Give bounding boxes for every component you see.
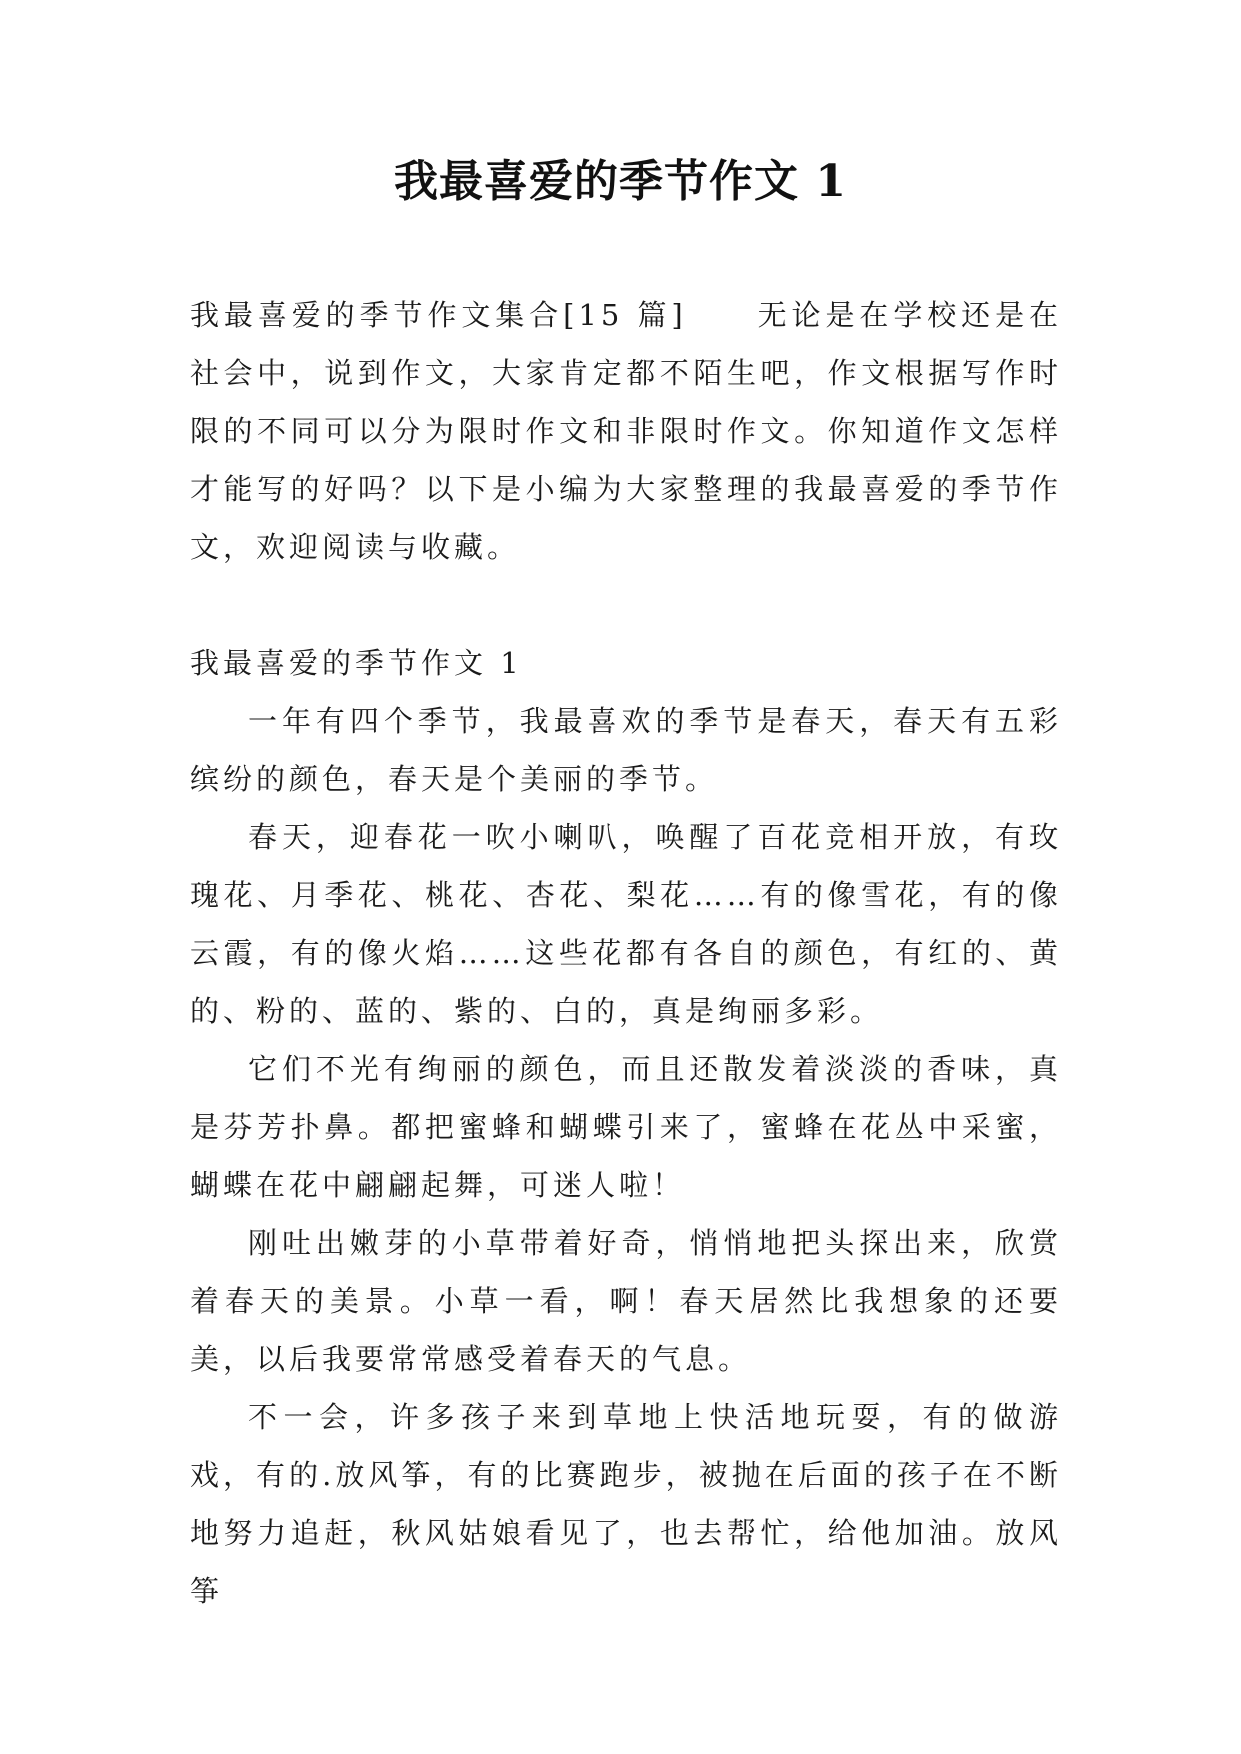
document-title: 我最喜爱的季节作文 1 (394, 156, 847, 207)
body-paragraph: 不一会，许多孩子来到草地上快活地玩耍，有的做游戏，有的.放风筝，有的比赛跑步，被抛在后面的孩子在不断地努力追赶，秋风姑娘看见了，也去帮忙，给他加油。放风筝 (190, 1400, 1062, 1608)
intro-text: 无论是在学校还是在社会中，说到作文，大家肯定都不陌生吧，作文根据写作时限的不同可以分为限时作文和非限时作文。你知道作文怎样才能写的好吗？以下是小编为大家整理的我最喜爱的季节作文，欢迎阅读与收藏。 (190, 298, 1062, 564)
collection-title: 我最喜爱的季节作文集合[15 篇] (190, 298, 687, 332)
body-paragraph: 一年有四个季节，我最喜欢的季节是春天，春天有五彩缤纷的颜色，春天是个美丽的季节。 (190, 704, 1062, 796)
body-paragraph: 它们不光有绚丽的颜色，而且还散发着淡淡的香味，真是芬芳扑鼻。都把蜜蜂和蝴蝶引来了，蜜蜂在花丛中采蜜，蝴蝶在花中翩翩起舞，可迷人啦！ (190, 1052, 1062, 1202)
body-paragraph: 刚吐出嫩芽的小草带着好奇，悄悄地把头探出来，欣赏着春天的美景。小草一看，啊！春天居然比我想象的还要美，以后我要常常感受着春天的气息。 (190, 1226, 1062, 1376)
section-heading: 我最喜爱的季节作文 1 (190, 646, 523, 680)
intro-paragraph (190, 286, 1062, 576)
document-body (190, 286, 1062, 1620)
body-paragraph: 春天，迎春花一吹小喇叭，唤醒了百花竞相开放，有玫瑰花、月季花、桃花、杏花、梨花……有的像雪花，有的像云霞，有的像火焰……这些花都有各自的颜色，有红的、黄的、粉的、蓝的、紫的、白的，真是绚丽多彩。 (190, 820, 1062, 1028)
